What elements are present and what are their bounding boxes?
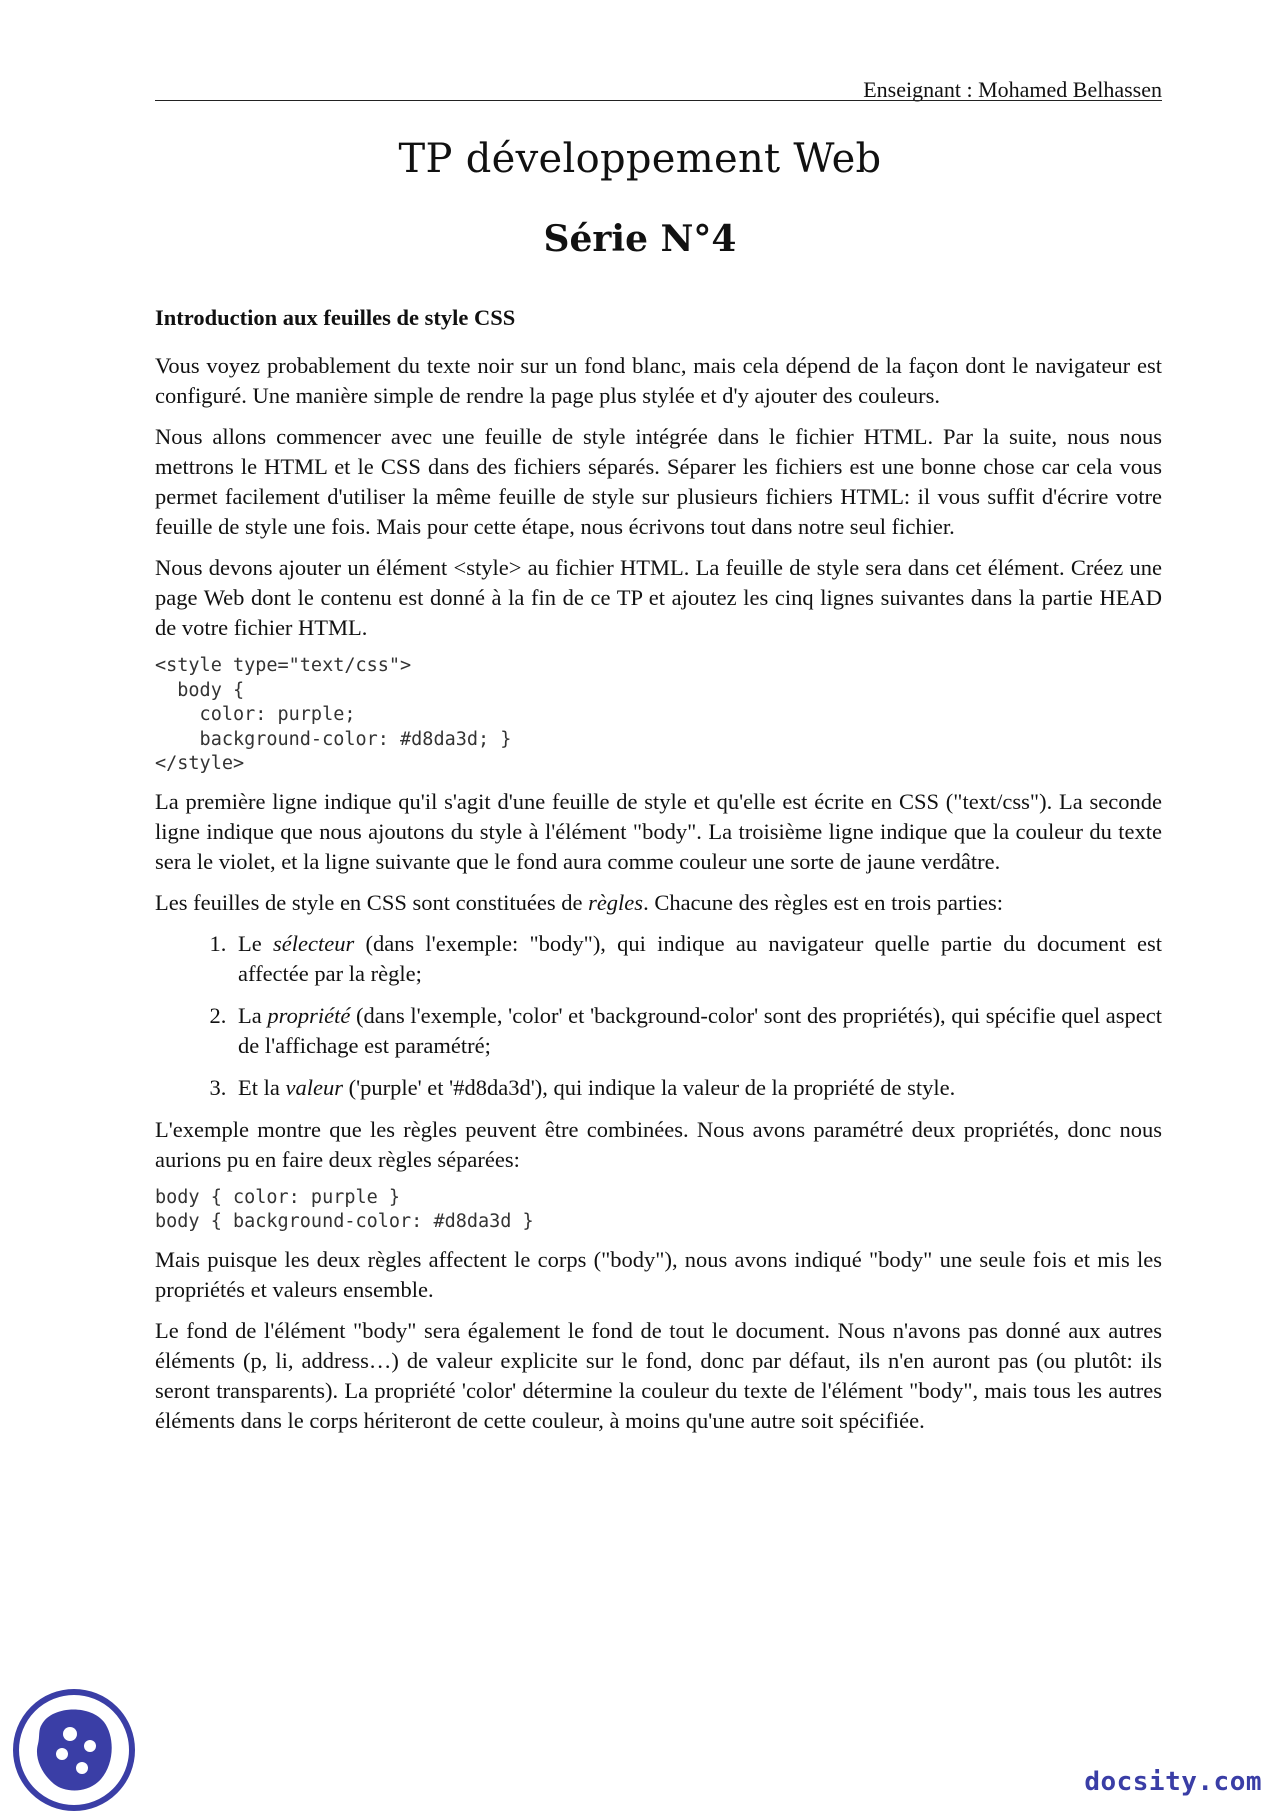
paragraph-1: Vous voyez probablement du texte noir sur un fond blanc, mais cela dépend de la façon dont le navigateur est configuré. Une manière simple de rendre la page plus stylée et d'y ajouter des couleurs. <box>155 353 1162 408</box>
header-rule <box>155 100 1162 101</box>
rule-text: ('purple' et '#d8da3d'), qui indique la valeur de la propriété de style. <box>342 1074 956 1100</box>
code-block-style: <style type="text/css"> body { color: purple; background-color: #d8da3d; } </style> <box>155 655 512 774</box>
list-item <box>232 1001 1162 1061</box>
rule-text: Et la <box>238 1074 286 1100</box>
paragraph-6: L'exemple montre que les règles peuvent être combinées. Nous avons paramétré deux propriétés, donc nous aurions pu en faire deux règles séparées: <box>155 1116 1162 1172</box>
teacher-name: Enseignant : Mohamed Belhassen <box>863 77 1162 102</box>
list-item <box>232 1073 1162 1103</box>
series-subtitle: Série N°4 <box>543 218 737 260</box>
paragraph-8: Le fond de l'élément "body" sera également le fond de tout le document. Nous n'avons pas donné aux autres éléments (p, li, address…) de valeur explicite sur le fond, donc par défaut, ils n'en auront pas (ou plutôt: ils seront transparents). La propriété 'color' détermine la couleur du texte de l'élément "body", mais tous les autres éléments dans le corps hériteront de cette couleur, à moins qu'une autre soit spécifiée. <box>155 1317 1162 1433</box>
section-title: Introduction aux feuilles de style CSS <box>155 305 516 330</box>
paragraph-5 <box>155 888 1162 918</box>
code-block-rules: body { color: purple } body { background-color: #d8da3d } <box>155 1186 534 1232</box>
rule-text: (dans l'exemple, 'color' et 'background-color' sont des propriétés), qui spécifie quel aspect de l'affichage est paramétré; <box>238 1002 1162 1058</box>
rules-list <box>155 929 1162 1103</box>
page-title: TP développement Web <box>398 136 882 182</box>
rule-term: sélecteur <box>272 930 355 956</box>
list-item <box>232 929 1162 989</box>
p5-emphasis: règles <box>588 889 644 915</box>
document-body <box>155 303 1162 1447</box>
paragraph-3: Nous devons ajouter un élément <style> au fichier HTML. La feuille de style sera dans cet élément. Créez une page Web dont le contenu est donné à la fin de ce TP et ajoutez les cinq lignes suivantes dans la partie HEAD de votre fichier HTML. <box>155 555 1162 640</box>
p5-text-a: Les feuilles de style en CSS sont constituées de <box>155 889 589 915</box>
rule-text: (dans l'exemple: "body"), qui indique au navigateur quelle partie du document est affectée par la règle; <box>238 930 1162 986</box>
rule-text: Le <box>238 930 273 956</box>
docsity-brand[interactable]: docsity.com <box>1084 1767 1262 1797</box>
rule-text: La <box>238 1002 268 1028</box>
p5-text-b: . Chacune des règles est en trois parties: <box>643 889 1003 915</box>
paragraph-4: La première ligne indique qu'il s'agit d'une feuille de style et qu'elle est écrite en CSS ("text/css"). La seconde ligne indique que nous ajoutons du style à l'élément "body". La troisième ligne indique que la couleur du texte sera le violet, et la ligne suivante que le fond aura comme couleur une sorte de jaune verdâtre. <box>155 788 1162 874</box>
docsity-logo-icon[interactable] <box>12 1688 136 1812</box>
paragraph-7: Mais puisque les deux règles affectent le corps ("body"), nous avons indiqué "body" une seule fois et mis les propriétés et valeurs ensemble. <box>155 1246 1162 1302</box>
rule-term: propriété <box>267 1002 351 1028</box>
paragraph-2: Nous allons commencer avec une feuille de style intégrée dans le fichier HTML. Par la suite, nous nous mettrons le HTML et le CSS dans des fichiers séparés. Séparer les fichiers est une bonne chose car cela vous permet facilement d'utiliser la même feuille de style sur plusieurs fichiers HTML: il vous suffit d'écrire votre feuille de style une fois. Mais pour cette étape, nous écrivons tout dans notre seul fichier. <box>155 424 1162 539</box>
rule-term: valeur <box>285 1074 343 1100</box>
